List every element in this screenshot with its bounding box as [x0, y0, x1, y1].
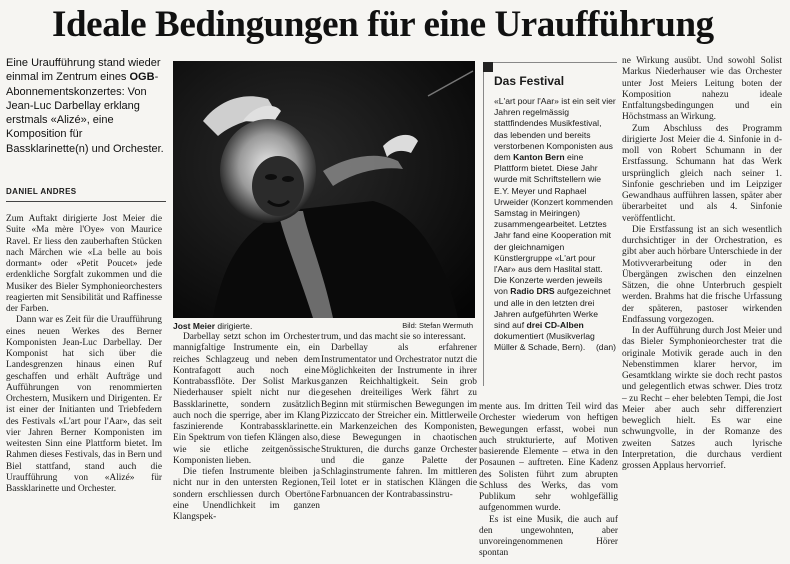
lead-paragraph: [6, 56, 166, 156]
lead-bold: OGB: [129, 71, 155, 84]
article-column-3: [321, 332, 477, 501]
sidebar-text: dokumentiert (Musikverlag Müller & Schade, Bern).: [494, 331, 595, 353]
article-paragraph: Dann war es Zeit für die Uraufführung eines neuen Werkes des Berner Komponisten Jean-Luc Darbellay. Der Komponist hat sich über die Landesgrenzen hinaus einen Ruf geschaffen und erhält Aufträge und Aufführungen von renommierten Orchestern, Musikern und Dirigenten. Er ist einer der Initianten und Triebfedern des Festivals «L'art pour l'Aar», das seit vier Jahren Berner Komponisten im weitesten Sinn eine Plattform bietet. Im Rahmen dieses Festivals, das in Bern und Biel stattfand, stand auch die Uraufführung von «Alizé» für Bassklarinette und Orchester.: [6, 315, 162, 494]
sidebar-bold: Kanton Bern: [513, 152, 565, 163]
article-paragraph: Die Erstfassung ist an sich wesentlich durchsichtiger in der Orchestration, es gibt aber auch hörbare Unterschiede in der Motivverarbeitung oder in den Übergängen zwischen den einzelnen Sätzen, die ohne Unterbruch gespielt werden. Brahms hat die frische Urfassung der späteren, pastoser wirkenden Endfassung vorgezogen.: [622, 224, 782, 325]
article-paragraph: Zum Auftakt dirigierte Jost Meier die Suite «Ma mère l'Oye» von Maurice Ravel. Er liess den zauberhaften Stücken nach Märchen wie «La belle au bois dormant» oder «Petit Poucet» jede erdenkliche Sorgfalt zukommen und die Musiker des Bieler Symphonieorchesters reagierten mit Sensibilität und Raffinesse der Farben.: [6, 214, 162, 314]
article-column-4: [479, 402, 618, 560]
article-paragraph: In der Aufführung durch Jost Meier und das Bieler Symphonieorchester trat die originale Motivik gerade auch in den Nebenstimmen klarer hervor, im Gesamtklang wirkte sie doch recht pastos und gelegentlich etwas schwer. Dies trotz – zu Recht – eher belebten Tempi, die Jost Meier aber auch sehr differenziert beweglich hielt. Es war eine schwungvolle, in der Romanze des zweiten Satzes auch lyrische Interpretation, die durchaus verdient grossen Applaus hervorrief.: [622, 326, 782, 471]
sidebar-corner-marker: [483, 62, 493, 72]
byline-divider: [6, 201, 166, 202]
article-column-2: [173, 332, 320, 523]
author-byline: DANIEL ANDRES: [6, 187, 77, 196]
article-paragraph: Es ist eine Musik, die auch auf den ungewohnten, aber unvoreingenommenen Hörer spontan: [479, 514, 618, 559]
article-paragraph: Die tiefen Instrumente bleiben ja nicht nur in den untersten Regionen, sondern erschliessen durch Obertöne eine Unendlichkeit im ganzen Klangspek-: [173, 467, 320, 522]
conductor-photo: [173, 61, 475, 318]
sidebar-bold: drei CD-Alben: [526, 320, 584, 331]
article-column-1: [6, 214, 162, 495]
article-paragraph: ne Wirkung ausübt. Und sowohl Solist Markus Niederhauser wie das Orchester unter Jost Meiers Leitung boten der Komposition nahezu ideale Entfaltungsbedingungen und ein Höchstmass an Wirkung.: [622, 56, 782, 123]
article-column-5: [622, 56, 782, 472]
headline: Ideale Bedingungen für eine Uraufführung: [52, 4, 714, 45]
photo-credit: Bild: Stefan Wermuth: [402, 321, 473, 330]
sidebar-signature: (dan): [595, 342, 616, 353]
caption-name: Jost Meier: [173, 321, 216, 331]
photo-caption: [173, 320, 475, 332]
sidebar-title: Das Festival: [494, 74, 565, 88]
sidebar-bold: Radio DRS: [510, 286, 555, 297]
lead-text-2: -Abonnementskonzertes: Von Jean-Luc Darbellay erklang erstmals «Alizé», eine Komposition für Bassklarinette(n) und Orchester.: [6, 71, 164, 155]
article-paragraph: Zum Abschluss des Programm dirigierte Jost Meier die 4. Sinfonie in d-moll von Robert Schumann in der Erstfassung. Schumann hat das Werk ursprünglich gleich nach seiner 1. Sinfonie geschrieben und im Leipziger Gewandhaus aufführen lassen, später aber überarbeitet und als 4. Sinfonie veröffentlicht.: [622, 123, 782, 224]
article-paragraph: mente aus. Im dritten Teil wird das Orchester wiederum von heftigen Bewegungen erfasst, wobei nun auch strukturierte, auf Motiven basierende Elemente – etwa in den Posaunen – auftreten. Eine Kadenz des Solisten führt zum abrupten Schluss des Werks, das vom Publikum sehr wohlgefällig aufgenommen wurde.: [479, 402, 618, 514]
lead-text-1: Eine Uraufführung stand wieder einmal im Zentrum eines: [6, 57, 161, 84]
article-paragraph: trum, und das macht sie so interessant.: [321, 332, 466, 342]
conductor-photo-image: [173, 61, 475, 318]
sidebar-text: eine Plattform bietet. Diese Jahr wurde mit Schriftstellern wie E.Y. Meyer und Raphael Urweider (Konzert kommenden Samstag in Meiringen) zusammengearbeitet. Letztes Jahr fand eine Kooperation mit der gleichnamigen Künstlergruppe «L'art pour l'Aar» aus dem Haslital statt. Die Konzerte werden jeweils von: [494, 152, 613, 297]
sidebar-text: «L'art pour l'Aar» ist ein seit vier Jahren regelmässig stattfindendes Musikfestival, das lebenden und bereits verstorbenen Komponisten aus dem: [494, 96, 616, 163]
article-paragraph: Darbellay setzt schon im Orchester mannigfaltige Instrumente ein, ein reiches Schlagzeug und neben dem Kontrafagott auch noch eine Kontrabassflöte. Der Solist Markus Niederhauser spielt nicht nur die Bassklarinette, sondern zusätzlich auch noch die sperrige, aber im Klang faszinierende Kontrabassklarinette. Ein Spektrum von tiefen Klängen also, wie sie etliche zeitgenössische Komponisten lieben.: [173, 332, 320, 466]
sidebar-body: [494, 96, 616, 354]
article-paragraph: Darbellay als erfahrener Instrumentator und Orchestrator nutzt die Möglichkeiten der Instrumente in ihrer ganzen Reichhaltigkeit. Sein grob gesehen dreiteiliges Werk fährt zu Beginn mit stürmischen Bewegungen im Pizziccato der Streicher ein. Mittlerweile ein Markenzeichen des Komponisten, diese Bewegungen in chaotischen Strukturen, die durchs ganze Orchester und die ganze Palette der Schlaginstrumente fahren. Im mittleren Teil lotet er in statischen Klängen die Farbnuancen der Kontrabassinstru-: [321, 343, 477, 500]
sidebar-text: aufgezeichnet und alle in den letzten drei Jahren aufgeführten Werke sind auf: [494, 286, 611, 331]
caption-text: dirigierte.: [215, 321, 253, 331]
